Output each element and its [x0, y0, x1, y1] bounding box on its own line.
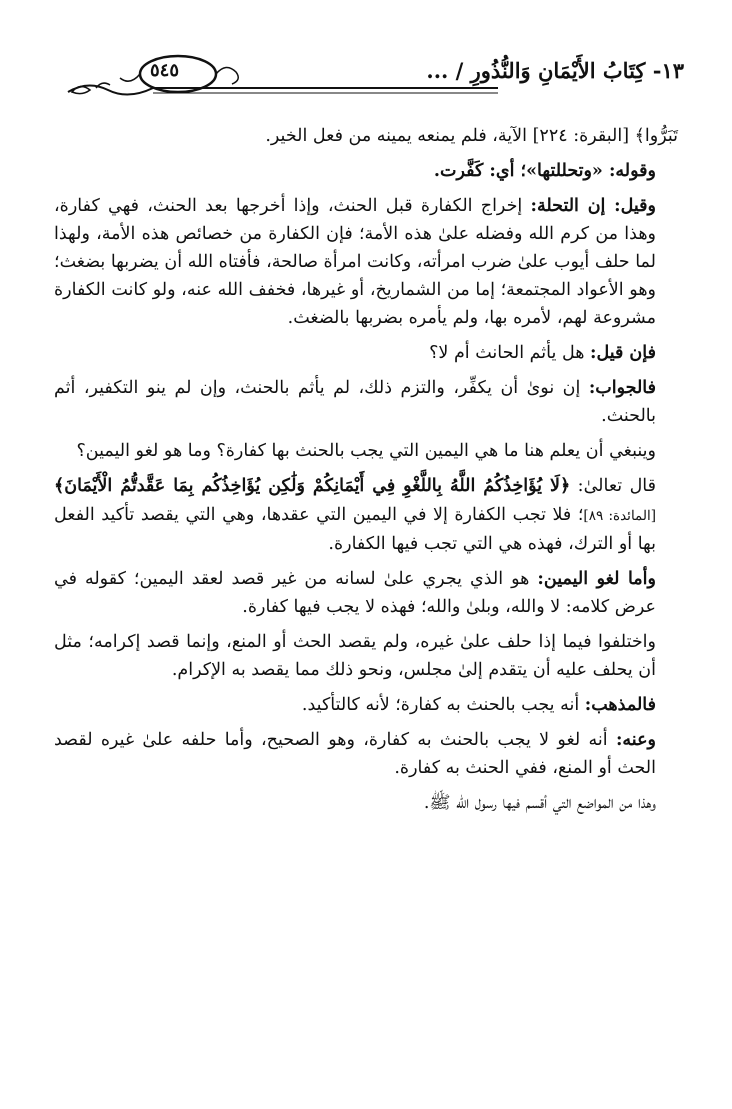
paragraph-lead: وأما لغو اليمين: — [537, 569, 656, 589]
page-number: ٥٤٥ — [150, 60, 180, 81]
paragraph-lead: فإن قيل: — [589, 343, 656, 363]
paragraph-text: هو الذي يجري علىٰ لسانه من غير قصد لعقد اليمين؛ كقوله في عرض كلامه: لا والله، وبلىٰ والله؛ فهذه لا يجب فيها كفارة. — [54, 569, 656, 617]
page-body — [54, 122, 678, 824]
paragraph-5 — [54, 374, 678, 430]
paragraph-8 — [54, 565, 678, 621]
paragraph-3 — [54, 192, 678, 332]
paragraph-text: ؛ فلا تجب الكفارة إلا في اليمين التي عقدها، وهي التي يقصد تأكيد الفعل بها أو الترك، فهذه هي التي تجب فيها الكفارة. — [54, 505, 656, 554]
paragraph-text: أنه يجب بالحنث به كفارة؛ لأنه كالتأكيد. — [301, 695, 585, 715]
paragraph-text: واختلفوا فيما إذا حلف علىٰ غيره، ولم يقصد الحث أو المنع، وإنما قصد إكرامه؛ مثل أن يحلف عليه أن يتقدم إلىٰ مجلس، ونحو ذلك مما يقصد به الإكرام. — [54, 632, 656, 680]
quran-verse: ﴿لَا يُؤَاخِذُكُمُ اللَّهُ بِاللَّغْوِ فِي أَيْمَانِكُمْ وَلَٰكِن يُؤَاخِذُكُم بِمَا عَقَّدتُّمُ الْأَيْمَانَ﴾ — [54, 476, 571, 496]
paragraph-4 — [54, 339, 678, 367]
paragraph-text: إن نوىٰ أن يكفِّر، والتزم ذلك، لم يأثم بالحنث، وإن لم ينو التكفير، أثم بالحنث. — [54, 378, 656, 426]
paragraph-text: أي: كَفَّرت. — [433, 161, 521, 181]
paragraph-2 — [54, 157, 678, 185]
paragraph-text: وينبغي أن يعلم هنا ما هي اليمين التي يجب بالحنث بها كفارة؟ وما هو لغو اليمين؟ — [76, 441, 656, 461]
paragraph-11 — [54, 726, 678, 782]
paragraph-lead: وقوله: «وتحللتها»؛ — [520, 161, 656, 181]
paragraph-lead: فالجواب: — [588, 378, 656, 398]
paragraph-text: وهذا من المواضع التي أقسم فيها رسول الله ﷺ. — [423, 793, 656, 813]
running-header-title: ١٣- كِتَابُ الأَيْمَانِ وَالنُّذُورِ / ... — [426, 58, 684, 83]
paragraph-10 — [54, 691, 678, 719]
paragraph-text: إخراج الكفارة قبل الحنث، وإذا أخرجها بعد الحنث، فهي كفارة، وهذا من كرم الله وفضله علىٰ هذه الأمة؛ فإن الكفارة من خصائص هذه الأمة، ولهذا لما حلف أيوب علىٰ ضرب امرأته، وكانت امرأة صالحة، فأفتاه الله أن يضربها بضغث؛ وهو الأعواد المجتمعة؛ إما من الشماريخ، أو غيرها، فخفف الله عنه، ولو كانت الكفارة مشروعة لهم، لأمره بها، ولم يأمره بضربها بالضغث. — [54, 196, 656, 328]
paragraph-12 — [54, 789, 678, 817]
paragraph-6 — [54, 437, 678, 465]
ornament-flourish-icon — [58, 52, 498, 100]
paragraph-text: هل يأثم الحانث أم لا؟ — [429, 343, 590, 363]
page-header — [58, 52, 684, 100]
verse-reference: [المائدة: ٨٩] — [583, 508, 656, 524]
paragraph-lead: فالمذهب: — [584, 695, 656, 715]
paragraph-7 — [54, 472, 678, 558]
paragraph-lead: قال تعالىٰ: — [570, 476, 656, 496]
paragraph-1 — [54, 122, 678, 150]
paragraph-text: تَبَرُّوا﴾ [البقرة: ٢٢٤] الآية، فلم يمنعه يمينه من فعل الخير. — [265, 126, 678, 146]
paragraph-lead: وقيل: إن التحلة: — [530, 196, 656, 216]
paragraph-9 — [54, 628, 678, 684]
paragraph-lead: وعنه: — [615, 730, 656, 750]
paragraph-text: أنه لغو لا يجب بالحنث به كفارة، وهو الصحيح، وأما حلفه علىٰ غيره لقصد الحث أو المنع، ففي الحنث به كفارة. — [54, 730, 656, 778]
